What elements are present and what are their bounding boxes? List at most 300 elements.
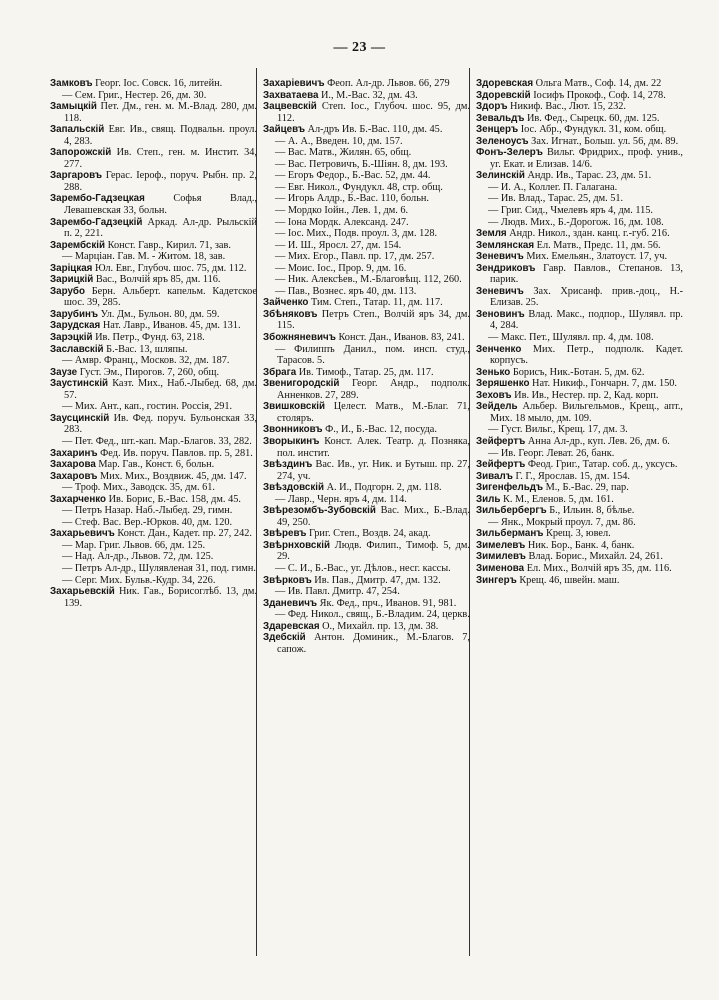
directory-entry xyxy=(50,494,257,506)
entry-surname: Здоръ xyxy=(476,101,508,113)
directory-entry xyxy=(50,517,257,529)
entry-details: — Петръ Ал-др., Шулявленая 31, под. гимн. xyxy=(62,562,256,574)
entry-details: — С. И., Б.-Вас., уг. Дѣлов., несг. кассы. xyxy=(275,562,451,574)
entry-details: Б.-Вас. 13, шляпы. xyxy=(106,343,188,355)
entry-details: Ив. Фед. поруч. Бульонская 33, 283. xyxy=(64,412,257,436)
directory-entry xyxy=(476,182,683,194)
entry-details: Мих. Мих., Воздвиж. 45, дм. 147. xyxy=(99,470,247,482)
directory-entry xyxy=(263,101,470,124)
entry-details: Вильг. Фридрих., проф. унив., уг. Екат. и Елизав. 14/6. xyxy=(490,147,683,170)
entry-details: Ф., И., Б.-Вас. 12, посуда. xyxy=(325,424,437,436)
directory-entry xyxy=(50,471,257,483)
directory-entry xyxy=(476,217,683,229)
entry-details: Як. Фед., прч., Иванов. 91, 981. xyxy=(319,597,457,609)
entry-surname: Земля xyxy=(476,228,507,240)
entry-details: — Серг. Мих. Бульв.-Кудр. 34, 226. xyxy=(62,574,216,586)
entry-surname: Фонъ-Зелеръ xyxy=(476,147,543,159)
entry-surname: Зарембо-Гадзецкая xyxy=(50,193,145,205)
entry-surname: Зарубо xyxy=(50,285,85,297)
entry-details: Никиф. Вас., Лют. 15, 232. xyxy=(510,101,626,113)
entry-surname: Захватаева xyxy=(263,89,319,101)
directory-entry xyxy=(50,170,257,193)
directory-entry xyxy=(50,240,257,252)
entry-surname: Звѣздинъ xyxy=(263,459,313,471)
entry-details: Герас. Іероф., поруч. Рыбн. пр. 2, 288. xyxy=(64,170,257,193)
directory-entry xyxy=(476,540,683,552)
directory-entry xyxy=(50,274,257,286)
directory-entry xyxy=(50,124,257,147)
page-number: — 23 — xyxy=(333,40,386,55)
entry-surname: Здаревская xyxy=(263,620,320,632)
entry-details: — И. А., Коллег. П. Галагана. xyxy=(488,181,618,193)
entry-details: — Мордко Іойн., Лев. 1, дм. 6. xyxy=(275,205,409,217)
entry-surname: Зарицкій xyxy=(50,274,94,286)
directory-entry xyxy=(263,170,470,182)
directory-entry xyxy=(476,136,683,148)
entry-surname: Звѣрнховскій xyxy=(263,539,331,551)
entry-surname: Зеряшенко xyxy=(476,378,530,390)
directory-entry xyxy=(476,251,683,263)
entry-details: — Густ. Вильг., Крещ. 17, дм. 3. xyxy=(488,424,628,436)
entry-surname: Зворыкинъ xyxy=(263,435,320,447)
entry-details: Софья Влад., Левашевская 33, больн. xyxy=(64,193,257,217)
entry-surname: Звѣрковъ xyxy=(263,574,312,586)
entry-details: Ел. Матв., Предс. 11, дм. 56. xyxy=(536,239,661,251)
entry-details: — Іона Мордк. Александ. 247. xyxy=(275,216,409,228)
entry-details: Людв. Филип., Тимоф. 5, дм. 29. xyxy=(277,539,470,563)
entry-surname: Звишковскій xyxy=(263,401,325,413)
entry-details: Аркад. Ал-др. Рыльскій п. 2, 221. xyxy=(64,216,257,240)
entry-details: Степ. Іос., Глубоч. шос. 95, дм. 112. xyxy=(277,101,470,124)
entry-details: — Ив. Павл. Дмитр. 47, 254. xyxy=(275,586,400,598)
directory-entry xyxy=(476,309,683,332)
entry-surname: Зданевичъ xyxy=(263,597,318,609)
entry-surname: Зарудская xyxy=(50,320,101,332)
entry-details: Ел. Мих., Волчій яръ 35, дм. 116. xyxy=(526,562,672,574)
directory-entry xyxy=(50,401,257,413)
directory-entry xyxy=(263,78,470,90)
directory-entry xyxy=(476,228,683,240)
directory-entry xyxy=(263,632,470,655)
entry-surname: Замковъ xyxy=(50,78,93,89)
directory-entry xyxy=(263,401,470,424)
entry-surname: Зайченко xyxy=(263,297,309,309)
entry-details: — Амвр. Франц., Москов. 32, дм. 187. xyxy=(62,355,230,367)
directory-entry xyxy=(263,482,470,494)
entry-surname: Захаровъ xyxy=(50,470,98,482)
directory-entry xyxy=(263,124,470,136)
entry-details: Конст. Дан., Кадет. пр. 27, 242. xyxy=(117,528,252,540)
directory-entry xyxy=(476,193,683,205)
entry-surname: Зенченко xyxy=(476,343,522,355)
entry-details: — Филиппъ Данил., пом. инсп. студ., Тарасов. 5. xyxy=(275,343,470,367)
entry-details: Ив. Фед., Сырецк. 60, дм. 125. xyxy=(526,112,660,124)
entry-surname: Захарьевичъ xyxy=(50,528,115,540)
directory-entry xyxy=(263,286,470,298)
directory-entry xyxy=(50,528,257,540)
directory-entry xyxy=(263,494,470,506)
directory-entry xyxy=(263,540,470,563)
directory-entry xyxy=(50,378,257,401)
entry-surname: Зеленоусъ xyxy=(476,135,529,147)
directory-entry xyxy=(476,205,683,217)
directory-entry xyxy=(50,505,257,517)
entry-surname: Заусцинскій xyxy=(50,412,110,424)
entry-details: Берн. Альберт. капельм. Кадетское шос. 39, 285. xyxy=(64,285,257,309)
entry-details: — Григ. Сид., Чмелевъ яръ 4, дм. 115. xyxy=(488,205,653,217)
entry-details: Конст. Гавр., Кирил. 71, зав. xyxy=(107,239,231,251)
entry-details: Ив. Петр., Фунд. 63, 218. xyxy=(95,332,205,344)
directory-entry xyxy=(476,494,683,506)
entry-surname: Звенигородскій xyxy=(263,378,340,390)
directory-entry xyxy=(263,193,470,205)
entry-details: Ив. Степ., ген. м. Инстит. 34, 277. xyxy=(64,147,257,170)
directory-entry xyxy=(476,170,683,182)
directory-entry xyxy=(263,563,470,575)
entry-surname: Звонниковъ xyxy=(263,424,323,436)
directory-entry xyxy=(263,159,470,171)
directory-entry xyxy=(50,90,257,102)
directory-entry xyxy=(50,251,257,263)
entry-surname: Зарембо-Гадзецкій xyxy=(50,216,143,228)
entry-details: Феоп. Ал-др. Львов. 66, 279 xyxy=(327,78,450,89)
entry-details: — Мар. Григ. Львов. 66, дм. 125. xyxy=(62,539,206,551)
directory-entry xyxy=(476,390,683,402)
entry-details: Георг. Андр., подполк. Анненков. 27, 289. xyxy=(277,378,470,401)
entry-surname: Землянская xyxy=(476,239,535,251)
entry-details: Андр. Ив., Тарас. 23, дм. 51. xyxy=(527,170,652,182)
directory-entry xyxy=(50,459,257,471)
directory-entry xyxy=(263,424,470,436)
entry-details: Б., Ильин. 8, бѣлье. xyxy=(549,505,635,517)
entry-details: — Сем. Григ., Нестер. 26, дм. 30. xyxy=(62,89,207,101)
directory-entry xyxy=(476,124,683,136)
entry-surname: Зевальдъ xyxy=(476,112,525,124)
directory-entry xyxy=(263,309,470,332)
entry-surname: Зимелевъ xyxy=(476,539,526,551)
entry-details: Зах. Хрисанф. прив.-доц., Н.-Елизав. 25. xyxy=(490,285,684,309)
entry-details: А. И., Подгорн. 2, дм. 118. xyxy=(326,482,442,494)
directory-entry xyxy=(263,228,470,240)
entry-details: Мар. Гав., Конст. 6, больн. xyxy=(98,459,215,471)
directory-entry xyxy=(263,575,470,587)
entry-surname: Здоревская xyxy=(476,78,534,89)
entry-details: — Троф. Мих., Заводск. 35, дм. 61. xyxy=(62,482,215,494)
entry-details: — Вас. Матв., Жилян. 65, общ. xyxy=(275,147,412,159)
entry-details: — Егоръ Федор., Б.-Вас. 52, дм. 44. xyxy=(275,170,431,182)
directory-entry xyxy=(263,367,470,379)
directory-entry xyxy=(50,563,257,575)
directory-entry xyxy=(476,401,683,424)
directory-entry xyxy=(476,286,683,309)
directory-entry xyxy=(263,344,470,367)
entry-surname: Заузе xyxy=(50,366,78,378)
entry-details: Г. Г., Ярослав. 15, дм. 154. xyxy=(515,470,630,482)
directory-entry xyxy=(50,193,257,216)
directory-entry xyxy=(263,90,470,102)
directory-entry xyxy=(263,274,470,286)
entry-surname: Зелинскій xyxy=(476,170,525,182)
entry-details: — Янк., Мокрый проул. 7, дм. 86. xyxy=(488,516,636,528)
directory-entry xyxy=(50,263,257,275)
directory-entry xyxy=(476,344,683,367)
entry-details: — Ив. Влад., Тарас. 25, дм. 51. xyxy=(488,193,624,205)
entry-details: Целест. Матв., М.-Благ. 71, столяръ. xyxy=(277,401,470,424)
entry-surname: Здебскій xyxy=(263,632,306,644)
entry-details: — Марціан. Гав. М. - Житом. 18, зав. xyxy=(62,251,226,263)
directory-entry xyxy=(476,551,683,563)
directory-entry xyxy=(476,263,683,286)
entry-details: Густ. Эм., Пирогов. 7, 260, общ. xyxy=(79,366,220,378)
entry-surname: Збѣняковъ xyxy=(263,308,318,320)
directory-entry xyxy=(263,459,470,482)
entry-surname: Зарембскій xyxy=(50,239,106,251)
directory-entry xyxy=(50,286,257,309)
entry-details: Ив. Тимоф., Татар. 25, дм. 117. xyxy=(298,366,434,378)
entry-details: Крещ. 3, ювел. xyxy=(545,528,611,540)
entry-details: Андр. Никол., здан. канц. г.-губ. 216. xyxy=(509,228,670,240)
directory-entry xyxy=(263,609,470,621)
directory-entry xyxy=(263,598,470,610)
entry-details: — Пав., Вознес. яръ 40, дм. 113. xyxy=(275,285,417,297)
entry-details: Мих. Емельян., Златоуст. 17, уч. xyxy=(526,251,668,263)
directory-entry xyxy=(476,147,683,170)
entry-surname: Запальскій xyxy=(50,124,105,136)
directory-entry xyxy=(263,263,470,275)
directory-entry xyxy=(50,551,257,563)
entry-surname: Заустинскій xyxy=(50,378,109,390)
directory-entry xyxy=(476,424,683,436)
entry-surname: Звѣрезомбъ-Зубовскій xyxy=(263,505,376,517)
directory-entry xyxy=(476,240,683,252)
entry-details: Пет. Дм., ген. м. М.-Влад. 280, дм. 118. xyxy=(64,101,258,124)
entry-surname: Збрага xyxy=(263,366,297,378)
entry-surname: Зеновинъ xyxy=(476,308,525,320)
entry-details: — Над. Ал-др., Львов. 72, дм. 125. xyxy=(62,551,214,563)
entry-details: Анна Ал-др., куп. Лев. 26, дм. 6. xyxy=(527,435,670,447)
entry-details: — Лавр., Черн. яръ 4, дм. 114. xyxy=(275,493,407,505)
directory-entry xyxy=(50,448,257,460)
directory-column-1 xyxy=(50,78,257,609)
entry-details: — Стеф. Вас. Вер.-Юрков. 40, дм. 120. xyxy=(62,516,233,528)
entry-details: Влад. Макс., подпор., Шулявл. пр. 4, 284. xyxy=(490,308,683,332)
directory-entry xyxy=(50,482,257,494)
directory-entry xyxy=(476,113,683,125)
directory-entry xyxy=(263,182,470,194)
directory-entry xyxy=(50,332,257,344)
entry-details: — Пет. Фед., шт.-кап. Мар.-Благов. 33, 282. xyxy=(62,435,252,447)
entry-surname: Здоревскій xyxy=(476,89,531,101)
directory-entry xyxy=(50,344,257,356)
entry-details: — Фед. Никол., свящ., Б.-Владим. 24, церкв. xyxy=(275,609,470,621)
directory-entry xyxy=(50,540,257,552)
directory-entry xyxy=(50,413,257,436)
directory-entry xyxy=(476,332,683,344)
entry-details: Альбер. Вильгельмов., Крещ., апт., Мих. 18 мыло, дм. 109. xyxy=(490,401,683,424)
directory-entry xyxy=(476,505,683,517)
entry-details: — Мих. Ант., кап., гостин. Россія, 291. xyxy=(62,401,233,413)
entry-details: Петръ Степ., Волчій яръ 34, дм. 115. xyxy=(277,308,470,332)
entry-details: Ив. Борис, Б.-Вас. 158, дм. 45. xyxy=(108,493,241,505)
entry-details: О., Михайл. пр. 13, дм. 38. xyxy=(322,620,439,632)
directory-entry xyxy=(476,367,683,379)
entry-details: Казт. Мих., Наб.-Лыбед. 68, дм. 57. xyxy=(64,378,257,401)
directory-entry xyxy=(263,205,470,217)
directory-entry xyxy=(263,528,470,540)
entry-details: — Іос. Мих., Подв. проул. 3, дм. 128. xyxy=(275,228,438,240)
entry-surname: Захаріевичъ xyxy=(263,78,325,89)
entry-details: Вас. Мих., Б.-Влад. 49, 250. xyxy=(277,505,470,528)
entry-surname: Зенько xyxy=(476,366,511,378)
entry-details: Зах. Игнат., Больш. ул. 56, дм. 89. xyxy=(531,135,679,147)
directory-entry xyxy=(476,482,683,494)
entry-details: Ник. Гав., Борисоглѣб. 13, дм. 139. xyxy=(64,586,258,609)
entry-details: М., Б.-Вас. 29, пар. xyxy=(545,482,629,494)
directory-entry xyxy=(476,101,683,113)
directory-entry xyxy=(476,78,683,90)
entry-surname: Зендриковъ xyxy=(476,262,536,274)
entry-details: Ольга Матв., Соф. 14, дм. 22 xyxy=(535,78,662,89)
entry-surname: Заславскій xyxy=(50,343,104,355)
entry-surname: Зенцеръ xyxy=(476,124,519,136)
entry-details: Ник. Бор., Банк. 4, банк. xyxy=(527,539,635,551)
directory-entry xyxy=(476,378,683,390)
directory-entry xyxy=(476,517,683,529)
entry-details: Влад. Борис., Михайл. 24, 261. xyxy=(528,551,663,563)
entry-details: Іосифъ Прокоф., Соф. 14, 278. xyxy=(533,89,666,101)
entry-surname: Зименова xyxy=(476,562,525,574)
entry-surname: Зильберманъ xyxy=(476,528,544,540)
entry-surname: Зацвевскій xyxy=(263,101,317,113)
entry-surname: Зеховъ xyxy=(476,389,512,401)
entry-surname: Зигенфельдъ xyxy=(476,482,543,494)
entry-details: Нат. Лавр., Иванов. 45, дм. 131. xyxy=(102,320,241,332)
entry-details: Феод. Григ., Татар. соб. д., уксусъ. xyxy=(527,459,678,471)
entry-details: Юл. Евг., Глубоч. шос. 75, дм. 112. xyxy=(94,262,247,274)
entry-details: — Моис. Іос., Прор. 9, дм. 16. xyxy=(275,262,407,274)
entry-details: Ив. Ив., Нестер. пр. 2, Кад. корп. xyxy=(514,389,659,401)
directory-entry xyxy=(476,436,683,448)
entry-surname: Запорожскій xyxy=(50,147,112,159)
directory-entry xyxy=(263,147,470,159)
directory-entry xyxy=(263,505,470,528)
entry-details: Ив. Пав., Дмитр. 47, дм. 132. xyxy=(314,574,441,586)
directory-entry xyxy=(476,448,683,460)
entry-surname: Зейфертъ xyxy=(476,459,526,471)
directory-entry xyxy=(476,90,683,102)
directory-entry xyxy=(50,217,257,240)
entry-surname: Заріцкая xyxy=(50,262,93,274)
entry-details: — Мих. Егор., Павл. пр. 17, дм. 257. xyxy=(275,251,435,263)
directory-entry xyxy=(50,309,257,321)
directory-entry xyxy=(50,147,257,170)
directory-column-3 xyxy=(476,78,683,586)
directory-entry xyxy=(263,251,470,263)
entry-surname: Звѣздовскій xyxy=(263,482,324,494)
directory-entry xyxy=(50,575,257,587)
entry-surname: Зеневичъ xyxy=(476,251,524,263)
entry-details: Крещ. 46, швейн. маш. xyxy=(519,574,620,586)
entry-surname: Зингеръ xyxy=(476,574,517,586)
entry-details: — И. Ш., Яросл. 27, дм. 154. xyxy=(275,239,402,251)
entry-details: Евг. Ив., свящ. Подвальн. проул. 4, 283. xyxy=(64,124,257,147)
directory-entry xyxy=(476,563,683,575)
entry-surname: Зеневичъ xyxy=(476,285,524,297)
entry-details: — Вас. Петровичъ, Б.-Шіян. 8, дм. 193. xyxy=(275,158,448,170)
directory-entry xyxy=(50,101,257,124)
directory-column-2 xyxy=(263,78,470,655)
entry-details: Гавр. Павлов., Степанов. 13, парик. xyxy=(490,262,684,286)
entry-surname: Зарубинъ xyxy=(50,308,99,320)
entry-details: Антон. Доминик., М.-Благов. 7, сапож. xyxy=(277,632,471,655)
entry-details: Фед. Ив. поруч. Павлов. пр. 5, 281. xyxy=(100,447,253,459)
entry-details: — Игорь Алдр., Б.-Вас. 110, больн. xyxy=(275,193,429,205)
entry-surname: Зивалъ xyxy=(476,470,513,482)
entry-details: Конст. Дан., Иванов. 83, 241. xyxy=(338,332,465,344)
directory-entry xyxy=(476,471,683,483)
directory-entry xyxy=(50,320,257,332)
entry-details: — Евг. Никол., Фундукл. 48, стр. общ. xyxy=(275,181,443,193)
directory-entry xyxy=(263,436,470,459)
entry-surname: Зиль xyxy=(476,493,501,505)
entry-details: Іос. Абр., Фундукл. 31, ком. общ. xyxy=(520,124,667,136)
entry-details: — Людв. Мих., Б.-Дорогож. 16, дм. 108. xyxy=(488,216,664,228)
entry-details: — Ник. Алексѣев., М.-Благовѣщ. 112, 260. xyxy=(275,274,462,286)
entry-details: Ал-дръ Ив. Б.-Вас. 110, дм. 45. xyxy=(307,124,443,136)
directory-entry xyxy=(263,586,470,598)
directory-entry xyxy=(263,378,470,401)
entry-surname: Зильбербергъ xyxy=(476,505,547,517)
entry-details: Вас. Ив., уг. Ник. и Бутыш. пр. 27, 274, уч. xyxy=(277,459,470,482)
entry-surname: Зейфертъ xyxy=(476,435,526,447)
entry-details: Георг. Іос. Совск. 16, литейн. xyxy=(95,78,223,89)
entry-surname: Зейдель xyxy=(476,401,518,413)
directory-entry xyxy=(263,621,470,633)
entry-surname: Захарченко xyxy=(50,493,107,505)
directory-entry xyxy=(50,355,257,367)
entry-details: — Макс. Пет., Шулявл. пр. 4, дм. 108. xyxy=(488,332,654,344)
directory-entry xyxy=(476,459,683,471)
entry-details: Тим. Степ., Татар. 11, дм. 117. xyxy=(311,297,443,309)
entry-details: И., М.-Вас. 32, дм. 43. xyxy=(321,89,418,101)
directory-entry xyxy=(476,575,683,587)
entry-surname: Звѣревъ xyxy=(263,528,307,540)
entry-surname: Зимилевъ xyxy=(476,551,526,563)
entry-details: Нат. Никиф., Гончарн. 7, дм. 150. xyxy=(532,378,677,390)
directory-entry xyxy=(263,332,470,344)
entry-details: Григ. Степ., Воздв. 24, акад. xyxy=(308,528,431,540)
entry-surname: Замыцкій xyxy=(50,101,97,113)
entry-surname: Зайцевъ xyxy=(263,124,306,136)
entry-surname: Захарьевскій xyxy=(50,586,115,598)
directory-entry xyxy=(50,367,257,379)
entry-surname: Захарова xyxy=(50,459,96,471)
entry-details: К. М., Еленов. 5, дм. 161. xyxy=(502,493,614,505)
directory-entry xyxy=(50,586,257,609)
directory-entry xyxy=(263,217,470,229)
entry-details: — А. А., Введен. 10, дм. 157. xyxy=(275,135,403,147)
entry-details: — Ив. Георг. Леват. 26, банк. xyxy=(488,447,615,459)
entry-surname: Зарэцкій xyxy=(50,332,93,344)
directory-entry xyxy=(50,436,257,448)
entry-details: Конст. Алек. Театр. д. Позняка, пол. инстит. xyxy=(277,435,471,459)
entry-details: Мих. Петр., подполк. Кадет. корпусъ. xyxy=(490,343,683,367)
entry-surname: Захаринъ xyxy=(50,447,98,459)
directory-entry xyxy=(50,78,257,90)
entry-details: Борисъ, Ник.-Ботан. 5, дм. 62. xyxy=(512,366,645,378)
entry-details: Ул. Дм., Бульон. 80, дм. 59. xyxy=(100,308,220,320)
directory-entry xyxy=(263,136,470,148)
